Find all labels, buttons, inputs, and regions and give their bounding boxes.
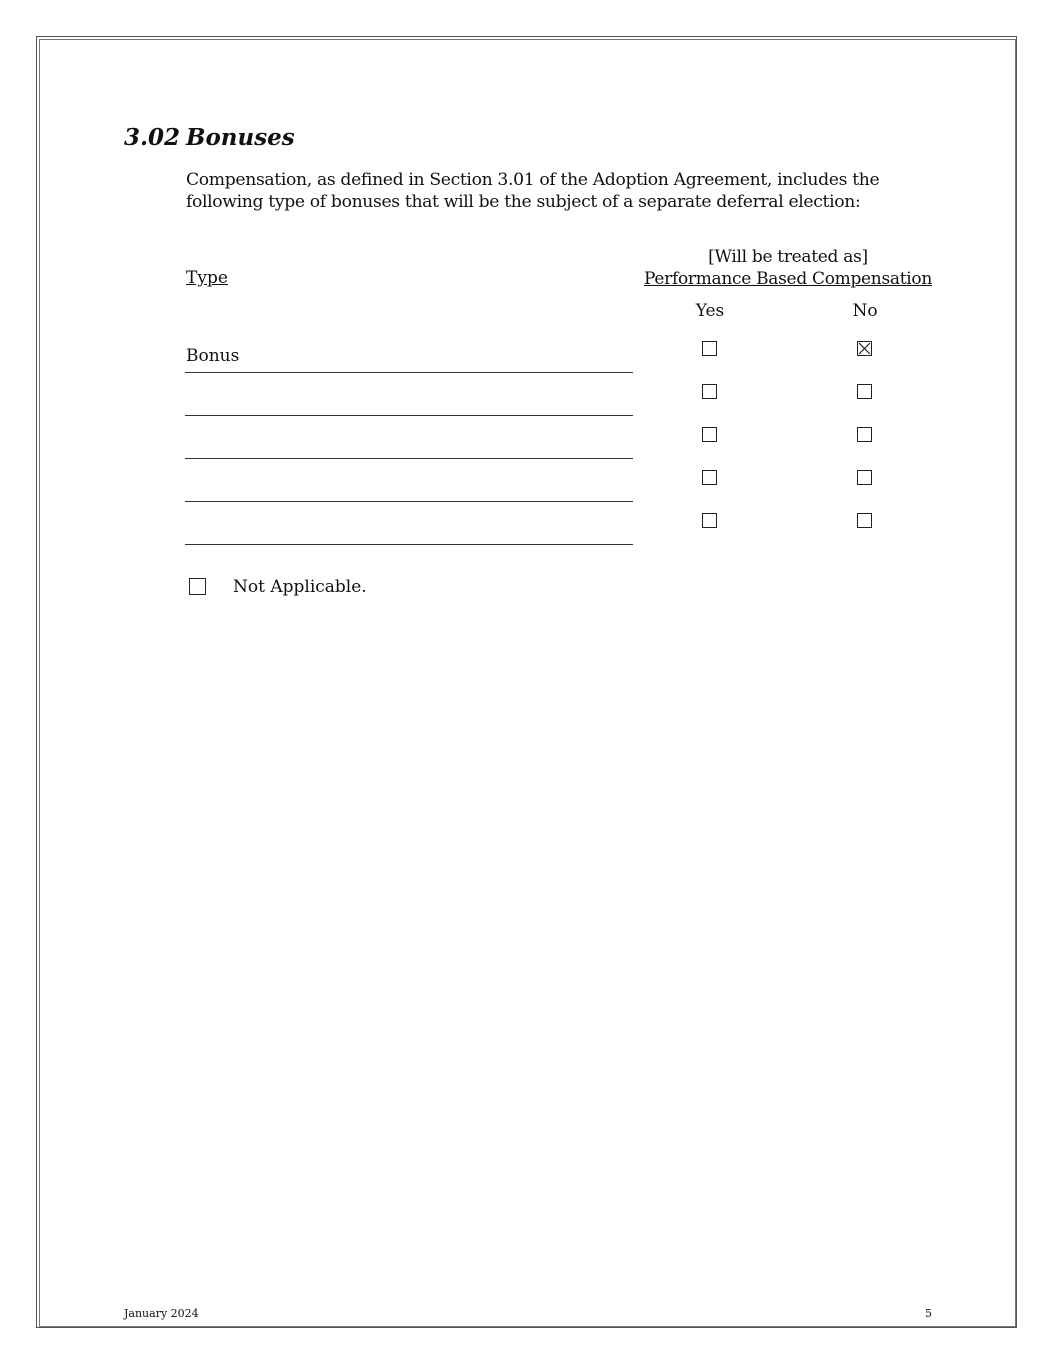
not-applicable-checkbox[interactable] <box>189 578 206 595</box>
section-title: Bonuses <box>186 124 295 151</box>
bonus-type-row <box>186 502 633 545</box>
pbc-note: [Will be treated as] <box>708 247 868 267</box>
bonus-type-row <box>186 330 633 373</box>
bonus-type-row <box>186 416 633 459</box>
no-checkbox[interactable] <box>857 513 872 528</box>
pbc-column-header <box>640 246 936 290</box>
section-heading <box>124 124 295 151</box>
yes-column-label: Yes <box>695 301 725 321</box>
yes-checkbox[interactable] <box>702 384 717 399</box>
not-applicable-label: Not Applicable. <box>233 577 367 597</box>
bonus-type-field[interactable]: Bonus <box>186 346 240 366</box>
pbc-title: Performance Based Compensation <box>644 269 932 289</box>
yes-checkbox[interactable] <box>702 341 717 356</box>
yes-checkbox[interactable] <box>702 513 717 528</box>
intro-paragraph: Compensation, as defined in Section 3.01 of the Adoption Agreement, includes the following type of bonuses that will be the subject of a separate deferral election: <box>186 170 880 212</box>
type-column-header: Type <box>186 268 228 288</box>
footer-page-number: 5 <box>925 1307 932 1320</box>
bonus-type-row <box>186 459 633 502</box>
yes-checkbox[interactable] <box>702 470 717 485</box>
no-checkbox[interactable] <box>857 470 872 485</box>
no-column-label: No <box>852 301 878 321</box>
no-checkbox[interactable] <box>857 427 872 442</box>
footer-date: January 2024 <box>124 1307 199 1320</box>
section-number: 3.02 <box>124 124 181 151</box>
yes-checkbox[interactable] <box>702 427 717 442</box>
page-border-inner <box>39 39 1016 1327</box>
bonus-type-row <box>186 373 633 416</box>
no-checkbox[interactable] <box>857 384 872 399</box>
fill-in-line <box>185 544 633 545</box>
no-checkbox[interactable] <box>857 341 872 356</box>
